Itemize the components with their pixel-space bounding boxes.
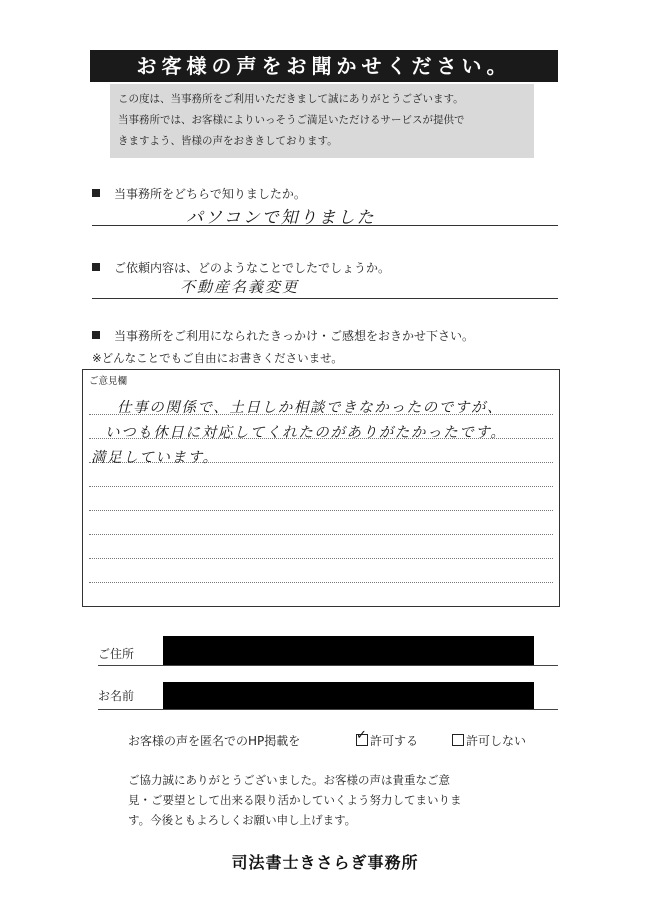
handwritten-line: 仕事の関係で、土日しか相談できなかったのですが、 [117,400,504,416]
question-request [92,259,390,276]
handwritten-line: 満足しています。 [91,450,219,466]
name-label: お名前 [98,689,135,703]
closing-message: ご協力誠にありがとうございました。お客様の声は貴重なご意 見・ご要望として出来る限り活かしていくよう努力してまいりま す。今後ともよろしくお願い申し上げます。 [128,773,462,827]
question-source [92,185,306,202]
question-impression [92,327,474,344]
answer-line [92,225,558,226]
allow-option[interactable] [356,728,419,749]
handwritten-line: いつも休日に対応してくれたのがありがたかったです。 [105,425,507,441]
bullet-square-icon [92,189,100,197]
address-label: ご住所 [98,647,135,661]
ruled-line [89,486,553,487]
opinion-box [82,369,560,607]
intro-line: きますよう、皆様の声をおききしております。 [118,135,338,147]
intro-line: この度は、当事務所をご利用いただきまして誠にありがとうございます。 [118,93,464,105]
question-label: 当事務所をどちらで知りましたか。 [114,187,306,201]
bullet-square-icon [92,263,100,271]
deny-option[interactable] [452,732,526,749]
intro-line: 当事務所では、お客様によりいっそうご満足いただけるサービスが提供で [118,114,465,126]
address-line [98,665,558,666]
intro-box [110,84,534,158]
deny-label: 許可しない [466,734,527,748]
ruled-line [89,510,553,511]
redacted-name [163,682,534,710]
ruled-line [89,582,553,583]
ruled-line [89,558,553,559]
question-label: ご依頼内容は、どのようなことでしたでしょうか。 [114,261,391,275]
allow-checkbox[interactable] [356,728,368,746]
allow-label: 許可する [370,734,419,748]
answer-source: パソコンで知りました [186,208,376,228]
deny-checkbox[interactable] [452,734,464,746]
redacted-address [163,636,534,666]
answer-request: 不動産名義変更 [180,278,300,296]
answer-line [92,298,558,299]
question-label: 当事務所をご利用になられたきっかけ・ご感想をおきかせ下さい。 [114,329,475,343]
hp-question: お客様の声を匿名でのHP掲載を [128,734,301,748]
page-title: お客様の声をお聞かせください。 [90,50,558,82]
bullet-square-icon [92,331,100,339]
ruled-line [89,534,553,535]
office-name: 司法書士きさらぎ事務所 [231,853,419,872]
free-note: ※どんなことでもご自由にお書きくださいませ。 [92,351,343,365]
name-line [98,709,558,710]
check-mark-icon: ✓ [356,728,367,743]
opinion-label: ご意見欄 [89,376,128,387]
